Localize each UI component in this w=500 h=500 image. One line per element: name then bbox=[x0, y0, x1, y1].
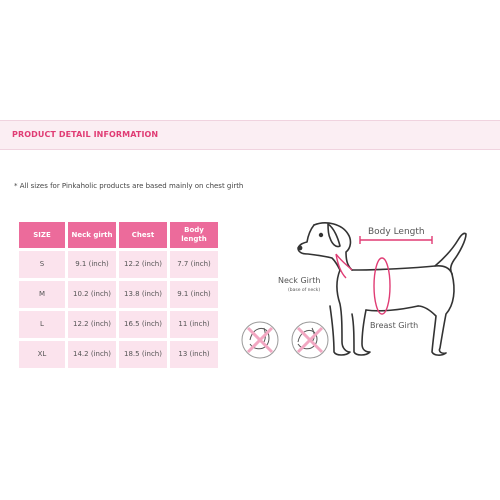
wrong-measure-icon bbox=[292, 322, 328, 358]
length-cell: 11 (inch) bbox=[170, 311, 218, 338]
table-row bbox=[19, 341, 218, 368]
size-cell: S bbox=[19, 251, 65, 278]
neck-cell: 9.1 (inch) bbox=[68, 251, 116, 278]
body-length-label: Body Length bbox=[368, 227, 425, 237]
size-table-header-row bbox=[19, 222, 218, 248]
header-chest: Chest bbox=[119, 222, 167, 248]
length-cell: 7.7 (inch) bbox=[170, 251, 218, 278]
breast-girth-ring bbox=[374, 258, 390, 314]
chest-cell: 16.5 (inch) bbox=[119, 311, 167, 338]
section-title: PRODUCT DETAIL INFORMATION bbox=[12, 130, 159, 139]
size-cell: XL bbox=[19, 341, 65, 368]
sizing-note: * All sizes for Pinkaholic products are based mainly on chest girth bbox=[14, 182, 244, 190]
length-cell: 13 (inch) bbox=[170, 341, 218, 368]
table-row bbox=[19, 281, 218, 308]
length-cell: 9.1 (inch) bbox=[170, 281, 218, 308]
table-row bbox=[19, 251, 218, 278]
body-length-indicator bbox=[360, 236, 432, 244]
chest-cell: 12.2 (inch) bbox=[119, 251, 167, 278]
table-row bbox=[19, 311, 218, 338]
breast-girth-label: Breast Girth bbox=[370, 321, 419, 330]
chest-cell: 13.8 (inch) bbox=[119, 281, 167, 308]
neck-cell: 14.2 (inch) bbox=[68, 341, 116, 368]
neck-cell: 12.2 (inch) bbox=[68, 311, 116, 338]
header-neck-girth: Neck girth bbox=[68, 222, 116, 248]
neck-cell: 10.2 (inch) bbox=[68, 281, 116, 308]
neck-girth-label: Neck Girth bbox=[278, 276, 321, 285]
neck-girth-note: (base of neck) bbox=[288, 288, 321, 293]
chest-cell: 18.5 (inch) bbox=[119, 341, 167, 368]
dog-measurement-diagram bbox=[230, 210, 490, 380]
wrong-measure-icon bbox=[242, 322, 278, 358]
header-size: SIZE bbox=[19, 222, 65, 248]
size-cell: M bbox=[19, 281, 65, 308]
size-table bbox=[16, 219, 221, 371]
size-cell: L bbox=[19, 311, 65, 338]
header-body-length: Body length bbox=[170, 222, 218, 248]
